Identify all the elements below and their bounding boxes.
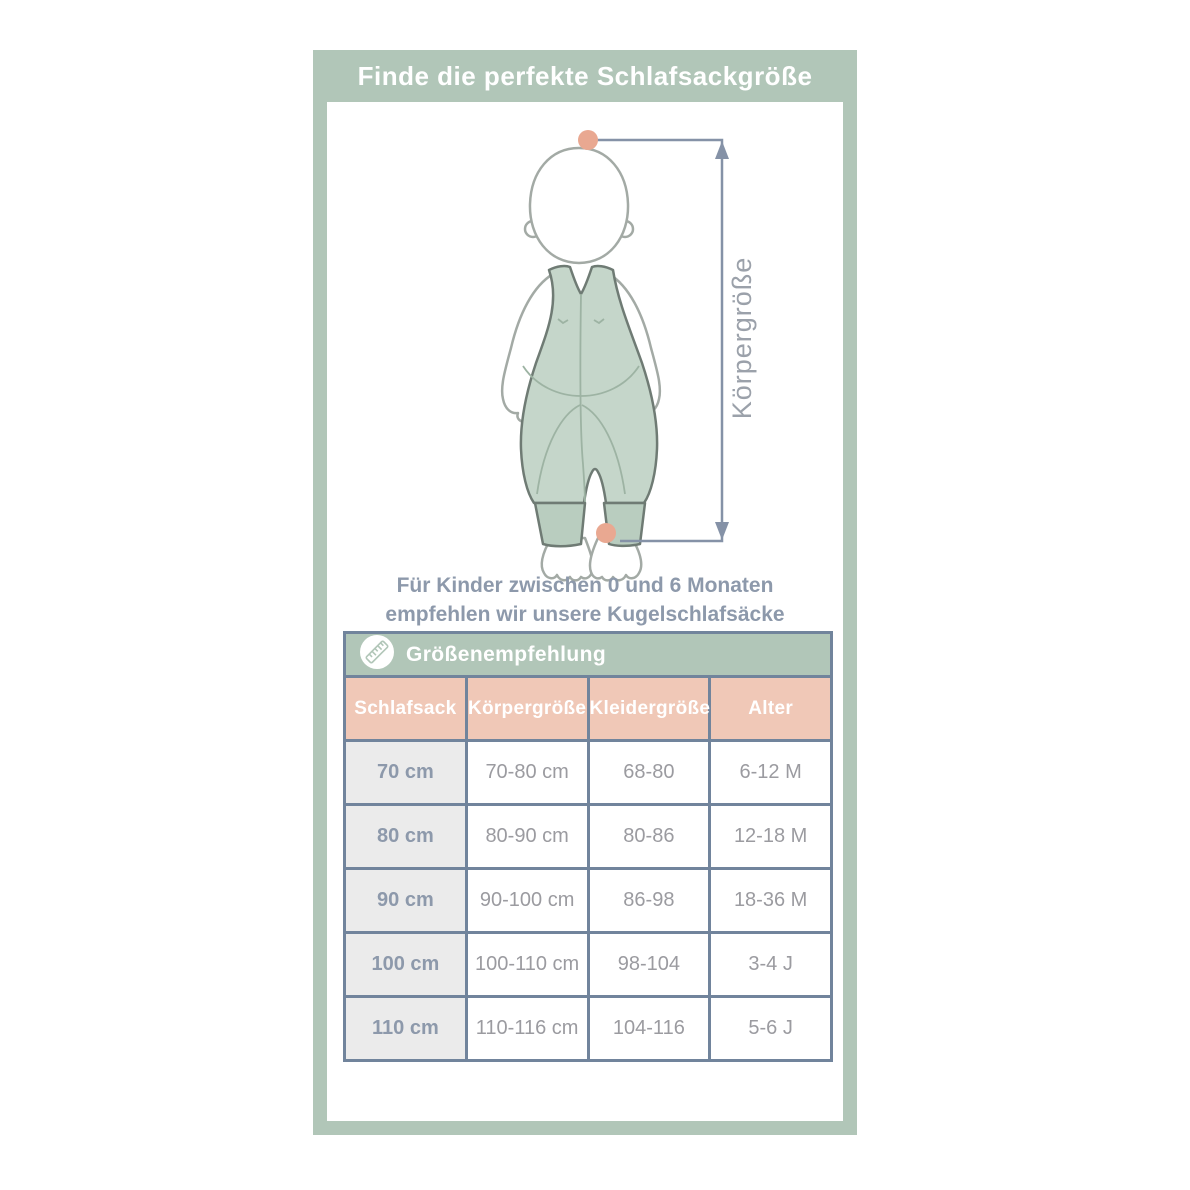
cell-body-height: 100-110 cm xyxy=(466,933,588,997)
left-cuff xyxy=(535,503,585,546)
cell-age: 5-6 J xyxy=(710,997,832,1061)
table-row xyxy=(345,869,832,933)
cell-body-height: 80-90 cm xyxy=(466,805,588,869)
cell-size: 110 cm xyxy=(345,997,467,1061)
size-guide-card xyxy=(313,50,857,1135)
col-header-alter: Alter xyxy=(710,677,832,741)
table-row xyxy=(345,805,832,869)
cell-age: 18-36 M xyxy=(710,869,832,933)
table-row xyxy=(345,741,832,805)
height-measure-label: Körpergröße xyxy=(727,256,757,420)
arrowhead-down xyxy=(715,522,729,540)
table-header-row xyxy=(345,677,832,741)
col-header-kleidergroesse: Kleidergröße xyxy=(588,677,710,741)
baby-head xyxy=(525,148,633,263)
arrowhead-up xyxy=(715,141,729,159)
size-table xyxy=(343,631,833,1062)
cell-clothing-size: 104-116 xyxy=(588,997,710,1061)
cell-clothing-size: 86-98 xyxy=(588,869,710,933)
col-header-koerpergroesse: Körpergröße xyxy=(466,677,588,741)
cell-age: 12-18 M xyxy=(710,805,832,869)
cell-clothing-size: 80-86 xyxy=(588,805,710,869)
foot-marker-dot xyxy=(596,523,616,543)
col-header-schlafsack: Schlafsack xyxy=(345,677,467,741)
cell-age: 3-4 J xyxy=(710,933,832,997)
ruler-icon xyxy=(359,634,395,675)
cell-size: 70 cm xyxy=(345,741,467,805)
note-line-1: Für Kinder zwischen 0 und 6 Monaten xyxy=(396,574,774,597)
cell-size: 80 cm xyxy=(345,805,467,869)
cell-clothing-size: 68-80 xyxy=(588,741,710,805)
head-marker-dot xyxy=(578,130,598,150)
cell-body-height: 70-80 cm xyxy=(466,741,588,805)
cell-size: 90 cm xyxy=(345,869,467,933)
table-row xyxy=(345,997,832,1061)
banner-title: Finde die perfekte Schlafsackgröße xyxy=(357,60,813,91)
note-line-2: empfehlen wir unsere Kugelschlafsäcke xyxy=(385,603,785,626)
cell-size: 100 cm xyxy=(345,933,467,997)
table-row xyxy=(345,933,832,997)
baby-size-diagram xyxy=(327,102,843,632)
cell-clothing-size: 98-104 xyxy=(588,933,710,997)
cell-body-height: 90-100 cm xyxy=(466,869,588,933)
card-body xyxy=(327,102,843,1121)
table-banner-row xyxy=(345,633,832,677)
recommendation-note xyxy=(327,571,843,629)
cell-age: 6-12 M xyxy=(710,741,832,805)
cell-body-height: 110-116 cm xyxy=(466,997,588,1061)
table-banner-label: Größenempfehlung xyxy=(406,642,607,666)
